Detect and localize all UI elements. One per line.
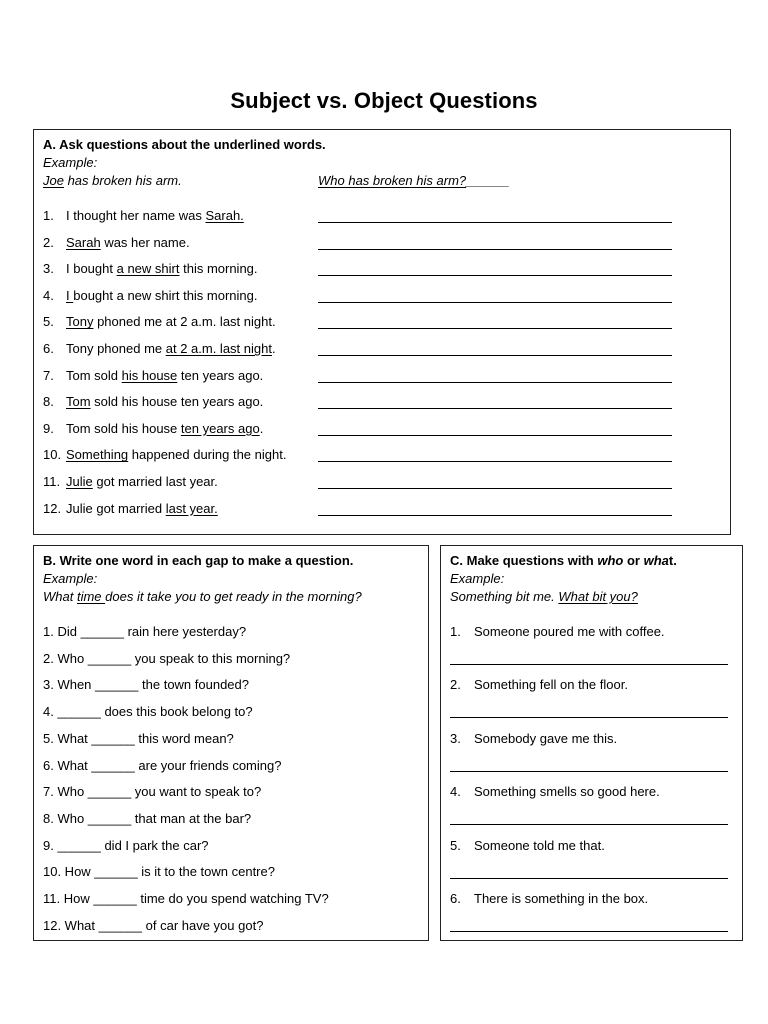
question-row xyxy=(43,421,263,437)
heading-pre: C. Make questions with xyxy=(450,553,598,568)
question-text: Tony phoned me xyxy=(66,341,166,356)
statement-row xyxy=(450,624,665,640)
statement-number: 5. xyxy=(450,837,461,853)
question-text: this morning. xyxy=(179,261,258,277)
question-text: . xyxy=(259,420,264,436)
example-subject: Joe xyxy=(43,173,64,188)
question-row xyxy=(43,368,263,384)
gap-question: 1. Did ______ rain here yesterday? xyxy=(43,624,247,639)
heading-mid: or xyxy=(623,553,644,568)
question-text: was her name. xyxy=(100,234,190,250)
question-text: Tom sold xyxy=(66,367,122,383)
gap-question: 7. Who ______ you want to speak to? xyxy=(43,784,262,800)
question-text: Julie got married xyxy=(66,500,166,516)
underlined-words: at 2 a.m. last night xyxy=(165,341,272,356)
statement-text: Something smells so good here. xyxy=(474,784,660,800)
answer-line[interactable] xyxy=(450,717,728,718)
statement-number: 4. xyxy=(450,784,461,800)
example-pre: What xyxy=(43,589,77,604)
answer-line[interactable] xyxy=(318,515,672,516)
answer-line[interactable] xyxy=(318,249,672,250)
answer-line[interactable] xyxy=(318,222,672,223)
example-answer-tail: ______ xyxy=(466,173,510,188)
answer-line[interactable] xyxy=(450,931,728,932)
question-number: 8. xyxy=(43,394,54,410)
section-a-heading: A. Ask questions about the underlined words. xyxy=(43,137,326,152)
gap-question: 5. What ______ this word mean? xyxy=(43,730,234,746)
answer-line[interactable] xyxy=(318,302,672,303)
underlined-words: I xyxy=(66,287,74,303)
statement-row xyxy=(450,891,648,907)
example-answer: time xyxy=(76,589,106,604)
question-row xyxy=(43,394,263,410)
gap-question: 9. ______ did I park the car? xyxy=(43,837,209,853)
question-number: 10. xyxy=(43,447,62,463)
gap-question: 8. Who ______ that man at the bar? xyxy=(43,810,252,826)
underlined-words: Sarah. xyxy=(205,208,244,223)
statement-number: 1. xyxy=(450,624,461,639)
statement-number: 3. xyxy=(450,730,461,746)
statement-row xyxy=(450,731,617,747)
question-text: . xyxy=(271,341,276,356)
question-number: 2. xyxy=(43,234,54,250)
question-number: 6. xyxy=(43,341,54,356)
question-row xyxy=(43,261,258,277)
question-row xyxy=(43,235,190,251)
example-answer-text: Who has broken his arm? xyxy=(318,173,467,188)
section-c-example-label: Example: xyxy=(450,571,505,586)
question-number: 11. xyxy=(43,474,61,489)
question-text: sold his house ten years ago. xyxy=(90,394,264,410)
statement-text: Something fell on the floor. xyxy=(474,677,628,693)
question-text: got married last year. xyxy=(92,474,218,489)
underlined-words: Julie xyxy=(66,474,93,489)
section-a-example-label: Example: xyxy=(43,155,98,170)
gap-question: 2. Who ______ you speak to this morning? xyxy=(43,650,291,666)
question-number: 1. xyxy=(43,208,54,223)
underlined-words: Tom xyxy=(66,394,91,410)
underlined-words: ten years ago xyxy=(180,420,260,436)
answer-line[interactable] xyxy=(318,488,672,489)
statement-text: There is something in the box. xyxy=(474,891,649,906)
statement-text: Somebody gave me this. xyxy=(474,730,618,746)
question-text: bought a new shirt this morning. xyxy=(73,287,258,303)
answer-line[interactable] xyxy=(318,461,672,462)
section-a-example-sentence xyxy=(43,173,182,189)
question-row xyxy=(43,474,218,490)
section-c-heading xyxy=(450,553,677,569)
page-title: Subject vs. Object Questions xyxy=(230,88,538,113)
statement-text: Someone told me that. xyxy=(474,837,605,853)
question-text: Tom sold his house xyxy=(66,420,181,436)
underlined-words: Sarah xyxy=(66,234,101,250)
question-number: 4. xyxy=(43,287,54,303)
statement-text: Someone poured me with coffee. xyxy=(474,624,665,639)
question-number: 7. xyxy=(43,367,54,383)
heading-post: t. xyxy=(668,553,677,568)
question-number: 9. xyxy=(43,420,54,436)
statement-row xyxy=(450,677,628,693)
answer-line[interactable] xyxy=(318,435,672,436)
answer-line[interactable] xyxy=(450,771,728,772)
statement-row xyxy=(450,784,660,800)
gap-question: 3. When ______ the town founded? xyxy=(43,677,249,693)
question-row xyxy=(43,314,276,330)
question-text: I thought her name was xyxy=(66,208,206,223)
underlined-words: his house xyxy=(121,367,178,383)
question-text: phoned me at 2 a.m. last night. xyxy=(93,314,276,330)
section-a-example-answer xyxy=(318,173,510,189)
question-row xyxy=(43,208,244,224)
gap-question: 6. What ______ are your friends coming? xyxy=(43,757,282,773)
answer-line[interactable] xyxy=(450,878,728,879)
example-rest: has broken his arm. xyxy=(63,173,182,188)
gap-question: 10. How ______ is it to the town centre? xyxy=(43,864,275,880)
section-b-example-sentence xyxy=(43,589,362,605)
question-text: happened during the night. xyxy=(128,447,287,463)
question-row xyxy=(43,501,218,517)
answer-line[interactable] xyxy=(318,328,672,329)
answer-line[interactable] xyxy=(318,355,672,356)
statement-number: 6. xyxy=(450,891,461,906)
answer-line[interactable] xyxy=(450,664,728,665)
question-number: 5. xyxy=(43,314,54,330)
underlined-words: a new shirt xyxy=(116,261,180,277)
question-row xyxy=(43,447,286,463)
gap-question: 12. What ______ of car have you got? xyxy=(43,917,264,933)
question-text: I bought xyxy=(66,261,117,277)
question-row xyxy=(43,288,258,304)
heading-who: who xyxy=(597,553,624,568)
heading-what: wha xyxy=(643,553,669,568)
example-pre: Something bit me. xyxy=(450,589,559,604)
section-b-example-label: Example: xyxy=(43,571,98,586)
answer-line[interactable] xyxy=(318,275,672,276)
section-c-example-sentence xyxy=(450,589,638,605)
underlined-words: last year. xyxy=(165,500,218,516)
underlined-words: Something xyxy=(66,447,129,463)
example-answer: What bit you? xyxy=(558,589,638,604)
answer-line[interactable] xyxy=(450,824,728,825)
statement-row xyxy=(450,838,605,854)
answer-line[interactable] xyxy=(318,382,672,383)
question-number: 12. xyxy=(43,500,62,516)
gap-question: 11. How ______ time do you spend watching TV? xyxy=(43,891,329,906)
section-b-heading: B. Write one word in each gap to make a question. xyxy=(43,553,354,568)
gap-question: 4. ______ does this book belong to? xyxy=(43,704,253,720)
question-text: ten years ago. xyxy=(177,367,264,383)
statement-number: 2. xyxy=(450,677,461,693)
example-post: does it take you to get ready in the morning? xyxy=(105,589,362,604)
underlined-words: Tony xyxy=(66,314,94,330)
question-number: 3. xyxy=(43,261,54,277)
question-row xyxy=(43,341,276,357)
answer-line[interactable] xyxy=(318,408,672,409)
